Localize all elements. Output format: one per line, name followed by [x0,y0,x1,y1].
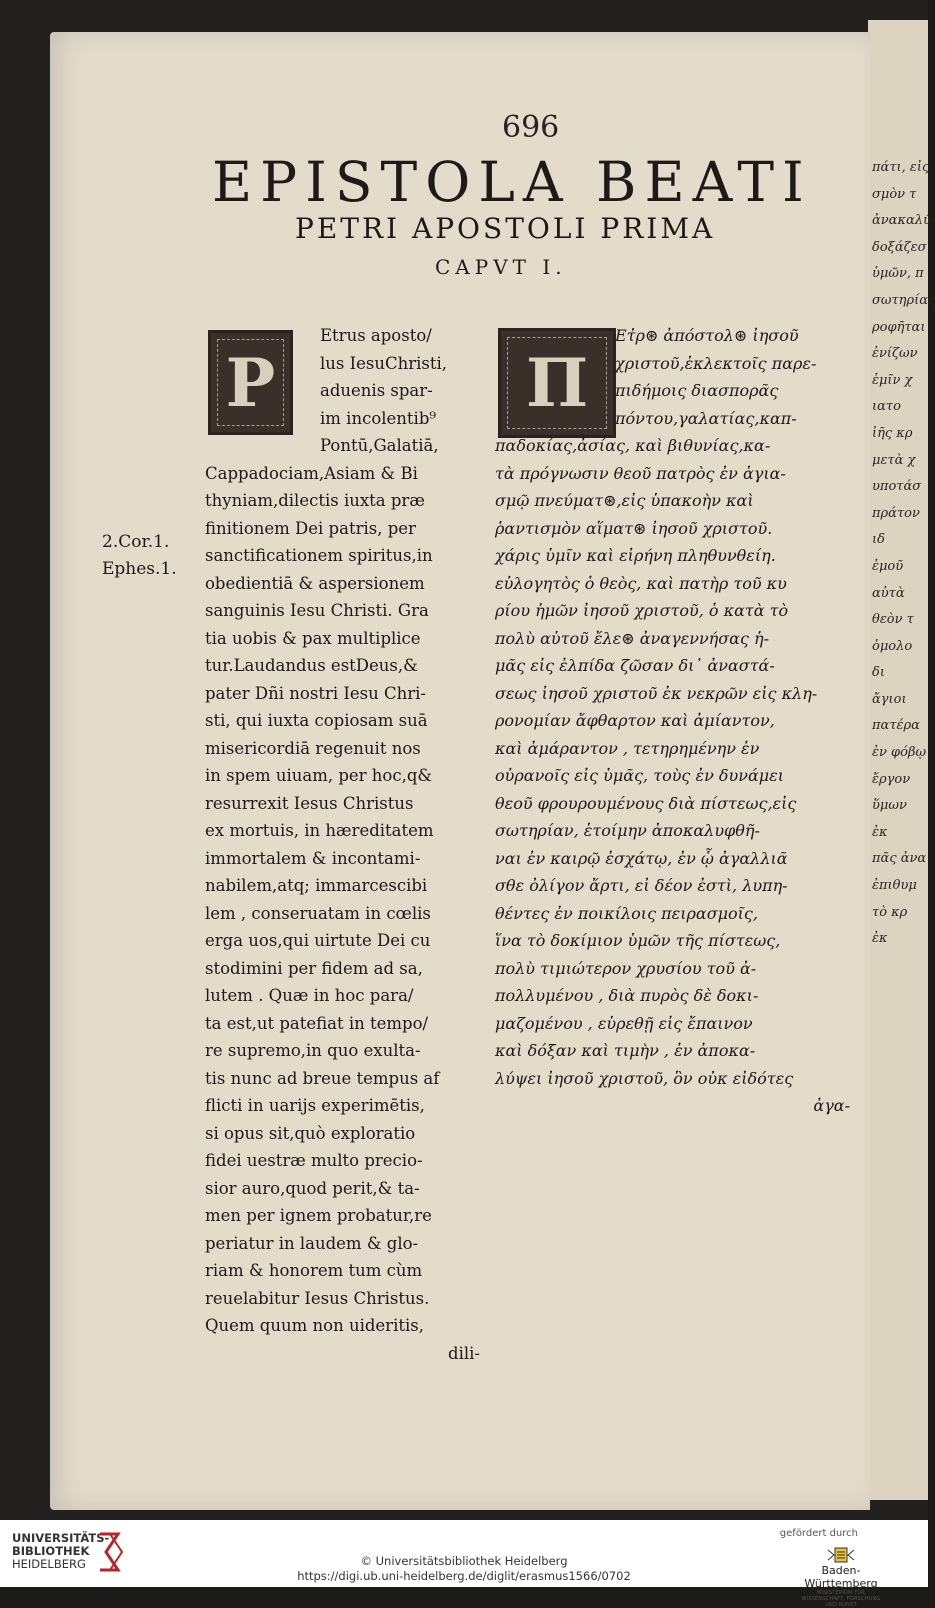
margin-reference: Ephes.1. [102,559,177,579]
latin_column-line: Quem quum non uideritis, [205,1316,424,1335]
latin_column-line: fidei uestræ multo precio- [205,1151,423,1170]
facing-page-fragment: ἐμῖν χ [872,372,913,388]
latin_column-line: si opus sit,quò exploratio [205,1123,416,1143]
facing-page-fragment: ἐν φόβῳ [872,745,927,761]
greek_column-line: μαζομένου , εὑρεθῇ εἰς ἔπαινον [495,1013,753,1033]
latin_column-line: obedientiā & aspersionem [205,573,425,593]
funder-logo [796,1546,886,1608]
greek_column-line: χάρις ὑμῖν καὶ εἰρήνη πληθυνθείη. [495,546,776,565]
facing-page [868,20,935,1500]
latin_column-line: misericordiā regenuit nos [205,738,421,758]
latin_column-line: resurrexit Iesus Christus [205,793,414,813]
latin_column-line: Pontū,Galatiā, [320,436,439,455]
latin_column-line: lutem . Quæ in hoc para/ [205,986,414,1005]
latin_column-line: tis nunc ad breue tempus af [205,1068,440,1088]
facing-page-fragment: ἐπιθυμ [872,878,917,894]
latin_column-line: erga uos,qui uirtute Dei cu [205,931,431,950]
facing-page-fragment: ἰῆς κρ [872,425,913,441]
latin_column-line: men per ignem probatur,re [205,1206,432,1225]
funder-name: Baden-Württemberg [804,1564,878,1590]
greek_column-line: πιδήμοις διασπορᾶς [615,381,779,400]
facing-page-fragment: ἄγιοι [872,691,907,707]
greek_column-line: μᾶς εἰς ἐλπίδα ζῶσαν δι᾽ ἀναστά- [495,656,775,675]
latin_column-line: ta est,ut patefiat in tempo/ [205,1013,429,1033]
greek_column-line: σωτηρίαν, ἑτοίμην ἀποκαλυφθῆ- [495,821,760,840]
latin_column-line: dili- [448,1343,480,1363]
latin_column-line: finitionem Dei patris, per [205,518,416,538]
greek_column-line: Ετ̓ρ⊛ ἀπόστολ⊛ ἰησοῦ [615,326,799,345]
chapter-heading: CAPVT I. [435,255,567,279]
facing-page-fragment: αὐτὰ [872,585,905,601]
latin_column-line: ex mortuis, in hæreditatem [205,821,434,840]
library-name-line: UNIVERSITÄTS- [12,1531,110,1545]
latin_column-line: Etrus aposto/ [320,326,432,345]
greek-decorated-initial: Π [498,328,616,438]
latin_column-line: stodimini per fidem ad sa, [205,958,423,978]
facing-page-fragment: δι [872,665,885,681]
facing-page-fragment: ιδ [872,532,885,548]
facing-page-fragment: δοξάζεσ [872,239,927,255]
greek_column-line: σεως ἰησοῦ χριστοῦ ἐκ νεκρῶν εἰς κλη- [495,683,818,703]
latin_column-line: reuelabitur Iesus Christus. [205,1288,430,1308]
facing-page-fragment: σμὸν τ [872,186,917,202]
funded-by-label: gefördert durch [779,1528,858,1539]
facing-page-fragment: πράτον [872,505,920,521]
greek_column-line: ρονομίαν ἄφθαρτον καὶ ἀμίαντον, [495,711,775,730]
greek_column-line: σμῷ πνεύματ⊛,εἰς ὑπακοὴν καὶ [495,491,754,510]
greek_column-line: λύψει ἰησοῦ χριστοῦ, ὃν οὐκ εἰδότες [495,1068,794,1088]
latin_column-line: tur.Laudandus estDeus,& [205,656,418,675]
greek_column-line: σθε ὀλίγον ἄρτι, εἰ δέον ἐστὶ, λυπη- [495,876,788,895]
copyright-notice [0,1554,928,1584]
facing-page-fragment: ροφῆται [872,319,926,335]
facing-page-fragment: ὕμων [872,798,907,814]
facing-page-fragment: ἔργον [872,771,911,787]
latin_column-line: im incolentib⁹ [320,408,436,428]
facing-page-fragment: ἐκ [872,931,888,947]
epistle-title: EPISTOLA BEATI [212,150,812,214]
latin_column-line: pater Dñi nostri Iesu Chri- [205,683,426,703]
facing-page-fragment: ιατο [872,399,901,415]
greek_column-line: τὰ πρόγνωσιν θεοῦ πατρὸς ἐν ἁγια- [495,463,786,483]
latin_column-line: re supremo,in quo exulta- [205,1041,421,1060]
latin_column-line: nabilem,atq; immarcescibi [205,876,428,895]
greek_column-line: χριστοῦ,ἐκλεκτοῖς παρε- [615,353,817,373]
funder-subtitle: MINISTERIUM FÜR WISSENSCHAFT, FORSCHUNG UND KUNST [801,1590,881,1608]
latin_column-line: sanguinis Iesu Christi. Gra [205,601,429,620]
facing-page-fragment: ἐκ [872,824,888,840]
margin-reference: 2.Cor.1. [102,532,170,552]
greek_column-line: ἵνα τὸ δοκίμιον ὑμῶν τῆς πίστεως, [495,931,781,950]
greek_column-line: θεοῦ φρουρουμένους διὰ πίστεως,εἰς [495,793,797,813]
facing-page-fragment: πάτι, εἰς [872,160,930,175]
library-name-line: BIBLIOTHEK [12,1544,90,1558]
facing-page-fragment: σωτηρίας [872,292,935,308]
greek_column-line: παδοκίας,ἀσίας, καὶ βιθυνίας,κα- [495,436,771,455]
latin_column-line: lem , conseruatam in cœlis [205,903,431,923]
latin-decorated-initial: P [208,330,293,435]
greek_column-line: καὶ ἀμάραντον , τετηρημένην ἐν [495,738,760,758]
facing-page-fragment: ἐμοῦ [872,558,904,574]
facing-page-fragment: υποτάσ [872,479,922,495]
greek_column-line: ρίου ἡμῶν ἰησοῦ χριστοῦ, ὁ κατὰ τὸ [495,601,789,620]
facing-page-fragment: μετὰ χ [872,452,916,468]
latin_column-line: flicti in uarijs experimētis, [205,1096,425,1115]
latin-text-column [205,322,480,1367]
copyright-text: © Universitätsbibliothek Heidelberg [360,1554,568,1568]
greek_column-line: πολὺ αὐτοῦ ἔλε⊛ ἀναγεννήσας ἡ- [495,628,770,648]
greek_column-line: πολὺ τιμιώτερον χρυσίου τοῦ ἀ- [495,958,757,978]
greek_column-line: ῥαντισμὸν αἵματ⊛ ἰησοῦ χριστοῦ. [495,518,773,538]
greek_column-line: καὶ δόξαν καὶ τιμὴν , ἐν ἀποκα- [495,1041,756,1060]
facing-page-fragment: ὁμολο [872,638,913,654]
permalink-url[interactable]: https://digi.ub.uni-heidelberg.de/diglit/erasmus1566/0702 [297,1569,631,1583]
greek_column-line: θέντες ἐν ποικίλοις πειρασμοῖς, [495,903,758,923]
library-name-line: HEIDELBERG [12,1557,86,1571]
latin_column-line: aduenis spar- [320,381,433,400]
latin_column-line: in spem uiuam, per hoc,q& [205,766,433,785]
latin_column-line: lus IesuChristi, [320,353,448,373]
facing-page-fragment: τὸ κρ [872,904,908,920]
page-number: 696 [502,110,560,145]
facing-page-fragment: ἀνακαλύ [872,213,931,229]
greek_column-line: πόντου,γαλατίας,καπ- [615,408,797,428]
greek_column-line: πολλυμένου , διὰ πυρὸς δὲ δοκι- [495,986,759,1005]
facing-page-fragment: ὑμῶν, π [872,266,924,282]
latin_column-line: riam & honorem tum cùm [205,1261,423,1280]
greek_column-line: εὐλογητὸς ὁ θεὸς, καὶ πατὴρ τοῦ κυ [495,573,787,593]
latin_column-line: sanctificationem spiritus,in [205,546,433,565]
latin_column-line: sti, qui iuxta copiosam suā [205,711,428,730]
coat-of-arms-icon [826,1546,856,1564]
latin_column-line: immortalem & incontami- [205,848,421,868]
greek_column-line: ἀγα- [813,1096,850,1115]
latin_column-line: thyniam,dilectis iuxta præ [205,491,425,510]
greek_column-line: ναι ἐν καιρῷ ἐσχάτῳ, ἐν ᾧ ἀγαλλιᾶ [495,848,788,868]
latin_column-line: periatur in laudem & glo- [205,1233,419,1253]
facing-page-fragment: πᾶς ἀνα [872,851,927,867]
facing-page-fragment: ἐνίζων [872,346,918,362]
facing-page-text [868,155,935,947]
greek_column-line: οὐρανοῖς εἰς ὑμᾶς, τοὺς ἐν δυνάμει [495,766,785,785]
facing-page-fragment: θεὸν τ [872,612,914,628]
latin_column-line: Cappadociam,Asiam & Bi [205,463,418,483]
latin_column-line: sior auro,quod perit,& ta- [205,1178,420,1198]
epistle-subtitle: PETRI APOSTOLI PRIMA [295,212,716,245]
latin_column-line: tia uobis & pax multiplice [205,628,421,648]
viewer-footer [0,1520,928,1608]
facing-page-fragment: πατέρα [872,718,920,734]
greek-text-column [495,322,850,1120]
